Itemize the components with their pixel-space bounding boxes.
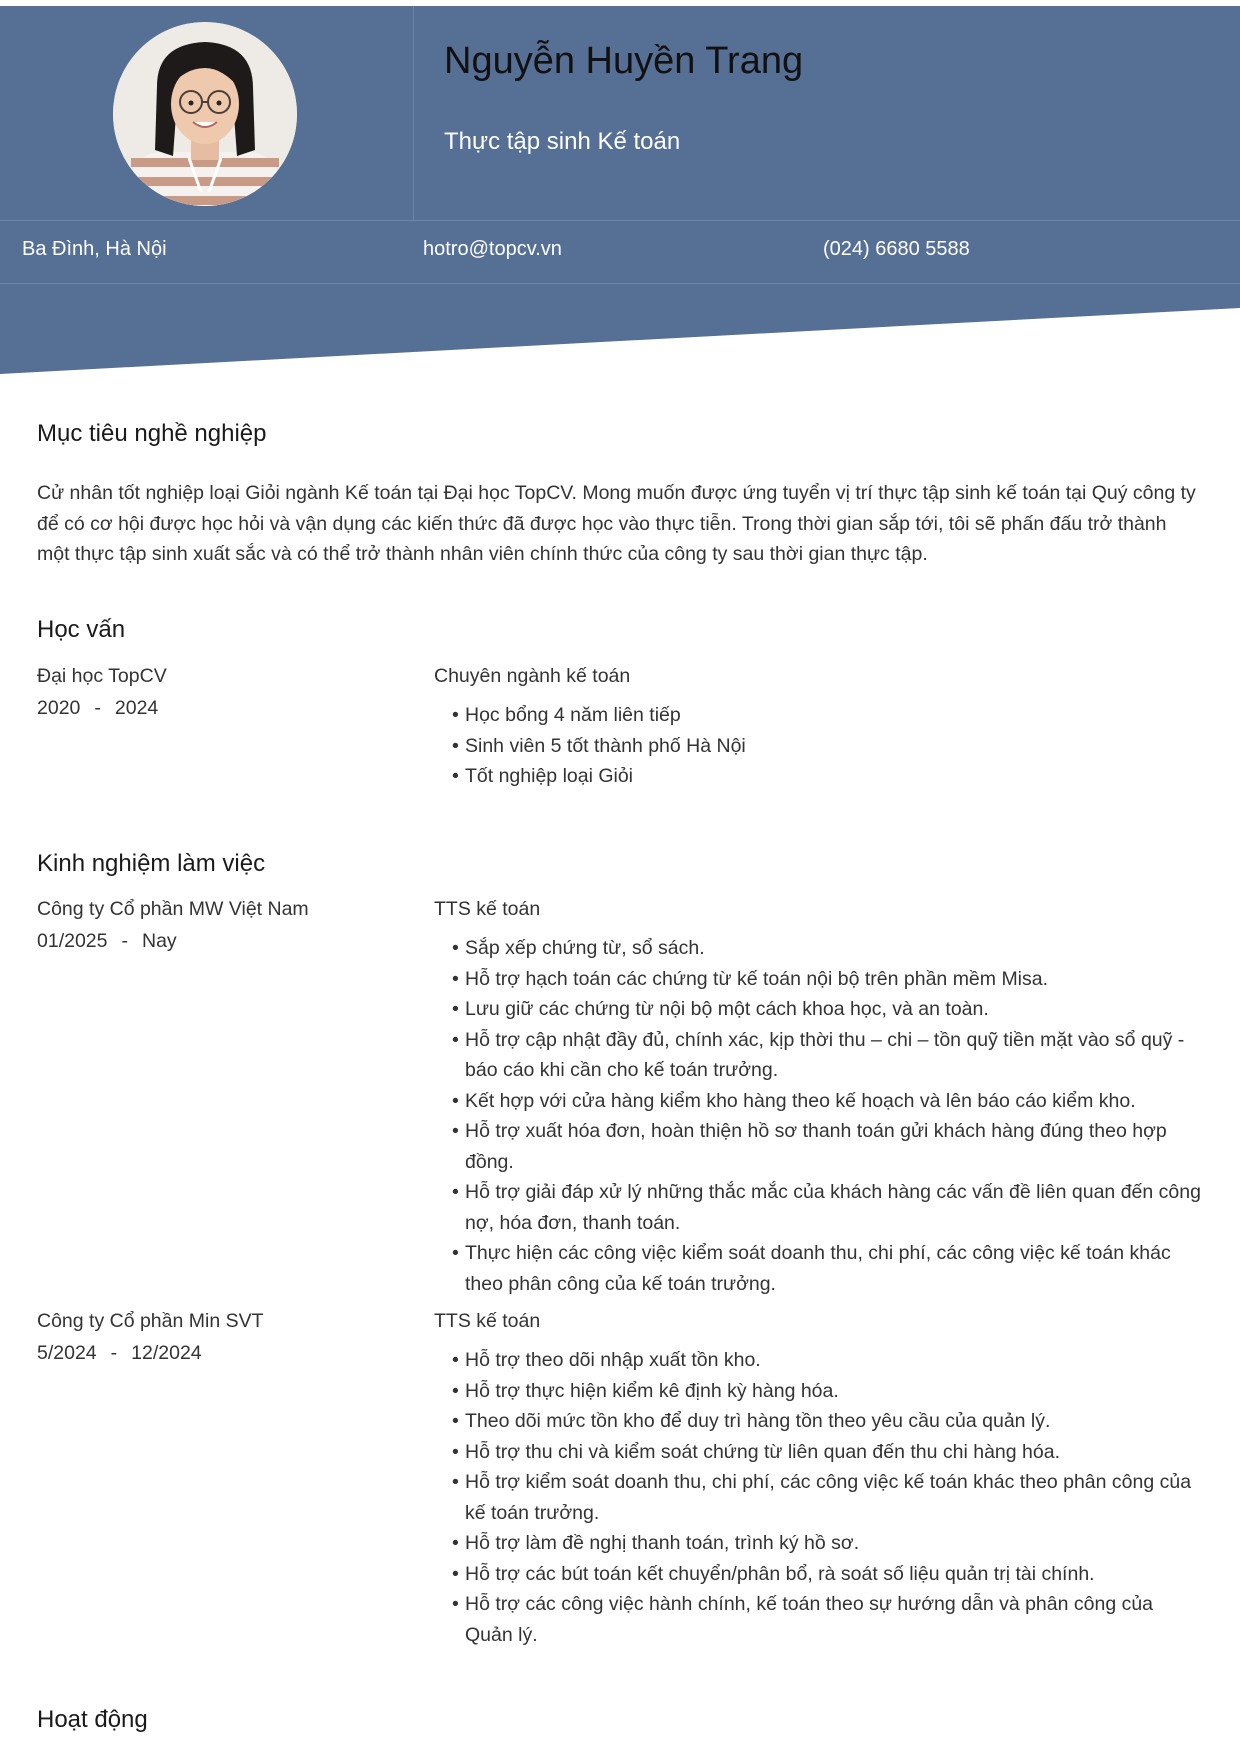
end-date: Nay — [142, 930, 177, 952]
date-separator: - — [121, 930, 128, 952]
avatar — [113, 22, 297, 206]
job-duties — [434, 1345, 1204, 1650]
list-item: • Sắp xếp chứng từ, sổ sách. — [434, 933, 1204, 964]
list-item: • Kết hợp với cửa hàng kiểm kho hàng theo kế hoạch và lên báo cáo kiểm kho. — [434, 1086, 1204, 1117]
list-item: • Theo dõi mức tồn kho để duy trì hàng tồn theo yêu cầu của quản lý. — [434, 1406, 1204, 1437]
section-title-activities: Hoạt động — [37, 1706, 148, 1733]
education-list — [434, 700, 1204, 792]
company-name: Công ty Cổ phần MW Việt Nam — [37, 898, 309, 920]
list-item: • Học bổng 4 năm liên tiếp — [434, 700, 1204, 731]
job-left — [37, 1305, 417, 1369]
section-title-objective: Mục tiêu nghề nghiệp — [37, 420, 267, 447]
list-item: • Tốt nghiệp loại Giỏi — [434, 761, 1204, 792]
major: Chuyên ngành kế toán — [434, 665, 631, 687]
candidate-role: Thực tập sinh Kế toán — [444, 128, 681, 155]
list-item: • Hỗ trợ theo dõi nhập xuất tồn kho. — [434, 1345, 1204, 1376]
list-item: • Hỗ trợ giải đáp xử lý những thắc mắc của khách hàng các vấn đề liên quan đến công nợ, hóa đơn, thanh toán. — [434, 1177, 1204, 1238]
list-item: • Hỗ trợ làm đề nghị thanh toán, trình ký hồ sơ. — [434, 1528, 1204, 1559]
contact-email[interactable]: hotro@topcv.vn — [423, 238, 562, 260]
job-left — [37, 893, 417, 957]
objective-text: Cử nhân tốt nghiệp loại Giỏi ngành Kế toán tại Đại học TopCV. Mong muốn được ứng tuyển vị trí thực tập sinh kế toán tại Quý công ty để có cơ hội được học hỏi và vận dụng các kiến thức đã được học vào thực tiễn. Trong thời gian sắp tới, tôi sẽ phấn đấu trở thành một thực tập sinh xuất sắc và có thể trở thành nhân viên chính thức của công ty sau thời gian thực tập. — [37, 482, 1196, 565]
contact-phone[interactable]: (024) 6680 5588 — [823, 238, 970, 260]
start-date: 01/2025 — [37, 930, 108, 952]
list-item: • Hỗ trợ hạch toán các chứng từ kế toán nội bộ trên phần mềm Misa. — [434, 964, 1204, 995]
job-dates — [37, 1337, 417, 1369]
list-item: • Hỗ trợ các công việc hành chính, kế toán theo sự hướng dẫn và phân công của Quản lý. — [434, 1589, 1204, 1650]
end-date: 12/2024 — [131, 1342, 202, 1364]
candidate-name: Nguyễn Huyền Trang — [444, 40, 804, 82]
start-date: 2020 — [37, 697, 81, 719]
job-position: TTS kế toán — [434, 1310, 541, 1332]
date-separator: - — [94, 697, 101, 719]
education-left — [37, 660, 417, 724]
section-title-education: Học vấn — [37, 616, 126, 643]
end-date: 2024 — [114, 697, 159, 719]
list-item: • Hỗ trợ thu chi và kiểm soát chứng từ liên quan đến thu chi hàng hóa. — [434, 1437, 1204, 1468]
contact-address: Ba Đình, Hà Nội — [22, 238, 167, 260]
list-item: • Hỗ trợ thực hiện kiểm kê định kỳ hàng hóa. — [434, 1376, 1204, 1407]
education-dates — [37, 692, 417, 724]
list-item: • Lưu giữ các chứng từ nội bộ một cách khoa học, và an toàn. — [434, 994, 1204, 1025]
company-name: Công ty Cổ phần Min SVT — [37, 1310, 264, 1332]
list-item: • Hỗ trợ xuất hóa đơn, hoàn thiện hồ sơ thanh toán gửi khách hàng đúng theo hợp đồng. — [434, 1116, 1204, 1177]
list-item: • Hỗ trợ các bút toán kết chuyển/phân bổ, rà soát số liệu quản trị tài chính. — [434, 1559, 1204, 1590]
list-item: • Hỗ trợ kiểm soát doanh thu, chi phí, các công việc kế toán khác theo phân công của kế toán trưởng. — [434, 1467, 1204, 1528]
header-divider-vertical — [413, 6, 414, 220]
avatar-photo — [113, 22, 297, 206]
education-right — [434, 660, 1204, 792]
job-position: TTS kế toán — [434, 898, 541, 920]
list-item: • Sinh viên 5 tốt thành phố Hà Nội — [434, 731, 1204, 762]
header-divider — [0, 220, 1240, 221]
start-date: 5/2024 — [37, 1342, 97, 1364]
list-item: • Hỗ trợ cập nhật đầy đủ, chính xác, kịp thời thu – chi – tồn quỹ tiền mặt vào sổ quỹ - báo cáo khi cần cho kế toán trưởng. — [434, 1025, 1204, 1086]
job-dates — [37, 925, 417, 957]
date-separator: - — [110, 1342, 118, 1364]
job-duties — [434, 933, 1204, 1299]
list-item: • Thực hiện các công việc kiểm soát doanh thu, chi phí, các công việc kế toán khác theo phân công của kế toán trưởng. — [434, 1238, 1204, 1299]
job-right — [434, 1305, 1204, 1650]
header-divider — [0, 283, 1240, 284]
school-name: Đại học TopCV — [37, 665, 167, 687]
job-right — [434, 893, 1204, 1299]
section-title-experience: Kinh nghiệm làm việc — [37, 850, 266, 877]
